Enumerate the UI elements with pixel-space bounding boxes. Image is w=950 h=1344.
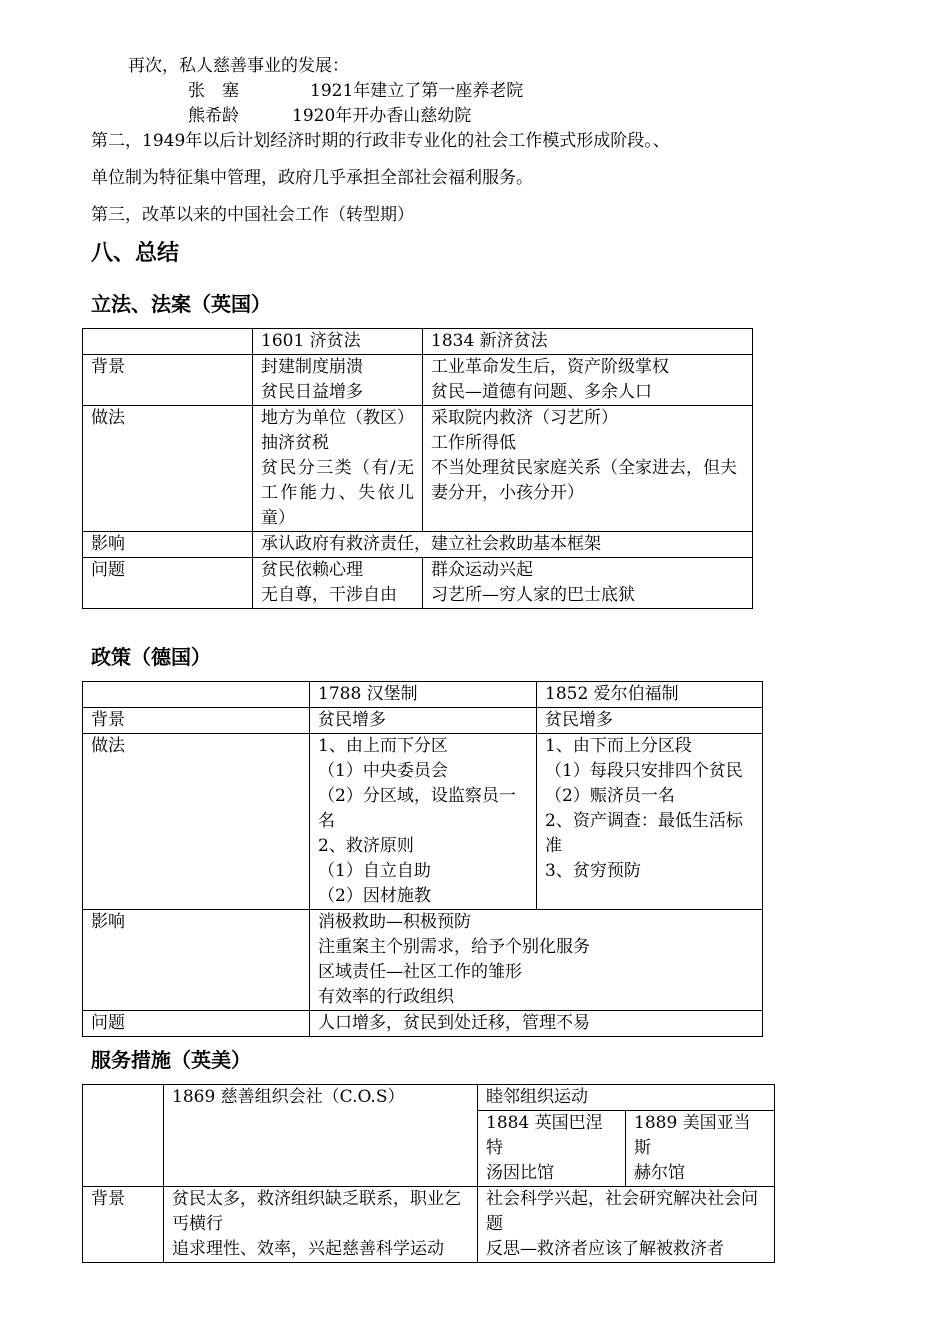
intro-line-6: 第三，改革以来的中国社会工作（转型期） — [91, 205, 414, 225]
table-corner-cell — [83, 1085, 164, 1187]
section-heading-summary: 八、总结 — [91, 241, 180, 266]
row-label: 做法 — [83, 734, 310, 910]
table-row — [83, 355, 753, 406]
table-row — [83, 532, 753, 558]
row-label: 背景 — [83, 1187, 164, 1263]
section3-title: 服务措施（英美） — [91, 1048, 251, 1072]
table-cell: 贫民太多，救济组织缺乏联系，职业乞丐横行 追求理性、效率，兴起慈善科学运动 — [164, 1187, 478, 1263]
table-cell: 贫民增多 — [310, 708, 537, 734]
table-header-cell: 睦邻组织运动 — [478, 1085, 775, 1111]
table-header-cell: 1834 新济贫法 — [423, 329, 753, 355]
row-label: 问题 — [83, 558, 253, 609]
row-label: 影响 — [83, 532, 253, 558]
row-label: 背景 — [83, 355, 253, 406]
intro-text-xiong: 1920年开办香山慈幼院 — [292, 106, 472, 126]
row-label: 问题 — [83, 1011, 310, 1037]
table-services — [82, 1084, 775, 1263]
row-label: 做法 — [83, 406, 253, 532]
table-corner-cell — [83, 329, 253, 355]
table-corner-cell — [83, 682, 310, 708]
intro-name-xiong: 熊希龄 — [188, 106, 239, 126]
row-label: 背景 — [83, 708, 310, 734]
section1-title: 立法、法案（英国） — [91, 292, 271, 316]
table-row — [83, 708, 763, 734]
table-cell: 贫民依赖心理 无自尊，干涉自由 — [253, 558, 423, 609]
table-row — [83, 558, 753, 609]
intro-text-zhang: 1921年建立了第一座养老院 — [310, 81, 524, 101]
table-cell: 群众运动兴起 习艺所—穷人家的巴士底狱 — [423, 558, 753, 609]
intro-line-5: 单位制为特征集中管理，政府几乎承担全部社会福利服务。 — [91, 168, 533, 188]
table-subheader-cell: 1889 美国亚当斯 赫尔馆 — [626, 1111, 775, 1187]
table-cell-merged: 人口增多，贫民到处迁移，管理不易 — [310, 1011, 763, 1037]
table-cell: 地方为单位（教区） 抽济贫税 贫民分三类（有/无工作能力、失依儿童） — [253, 406, 423, 532]
table-cell: 1、由下而上分区段 （1）每段只安排四个贫民 （2）赈济员一名 2、资产调查：最低生活标准 3、贫穷预防 — [537, 734, 763, 910]
table-uk-laws — [82, 328, 753, 609]
table-cell-merged: 消极救助—积极预防 注重案主个别需求，给予个别化服务 区域责任—社区工作的雏形 有效率的行政组织 — [310, 910, 763, 1011]
table-header-row — [83, 329, 753, 355]
table-germany-policy — [82, 681, 763, 1037]
table-subheader-cell: 1884 英国巴涅特 汤因比馆 — [478, 1111, 626, 1187]
intro-line-1: 再次，私人慈善事业的发展： — [128, 56, 349, 76]
table-row — [83, 1187, 775, 1263]
table-row — [83, 734, 763, 910]
table-cell: 工业革命发生后，资产阶级掌权 贫民—道德有问题、多余人口 — [423, 355, 753, 406]
table-cell: 封建制度崩溃 贫民日益增多 — [253, 355, 423, 406]
table-header-cell: 1869 慈善组织会社（C.O.S） — [164, 1085, 478, 1187]
table-cell: 社会科学兴起，社会研究解决社会问题 反思—救济者应该了解被救济者 — [478, 1187, 775, 1263]
table-cell: 采取院内救济（习艺所） 工作所得低 不当处理贫民家庭关系（全家进去，但夫妻分开，小孩分开） — [423, 406, 753, 532]
table-header-cell: 1601 济贫法 — [253, 329, 423, 355]
table-header-cell: 1788 汉堡制 — [310, 682, 537, 708]
section2-title: 政策（德国） — [91, 645, 211, 669]
intro-line-4: 第二，1949年以后计划经济时期的行政非专业化的社会工作模式形成阶段。、 — [91, 131, 670, 151]
table-row — [83, 910, 763, 1011]
table-cell-merged: 承认政府有救济责任，建立社会救助基本框架 — [253, 532, 753, 558]
table-header-row — [83, 682, 763, 708]
table-header-cell: 1852 爱尔伯福制 — [537, 682, 763, 708]
intro-name-zhang: 张 塞 — [188, 81, 239, 101]
table-row — [83, 406, 753, 532]
table-cell: 贫民增多 — [537, 708, 763, 734]
table-row — [83, 1011, 763, 1037]
table-header-row — [83, 1085, 775, 1111]
table-cell: 1、由上而下分区 （1）中央委员会 （2）分区域，设监察员一名 2、救济原则 （1）自立自助 （2）因材施教 — [310, 734, 537, 910]
row-label: 影响 — [83, 910, 310, 1011]
